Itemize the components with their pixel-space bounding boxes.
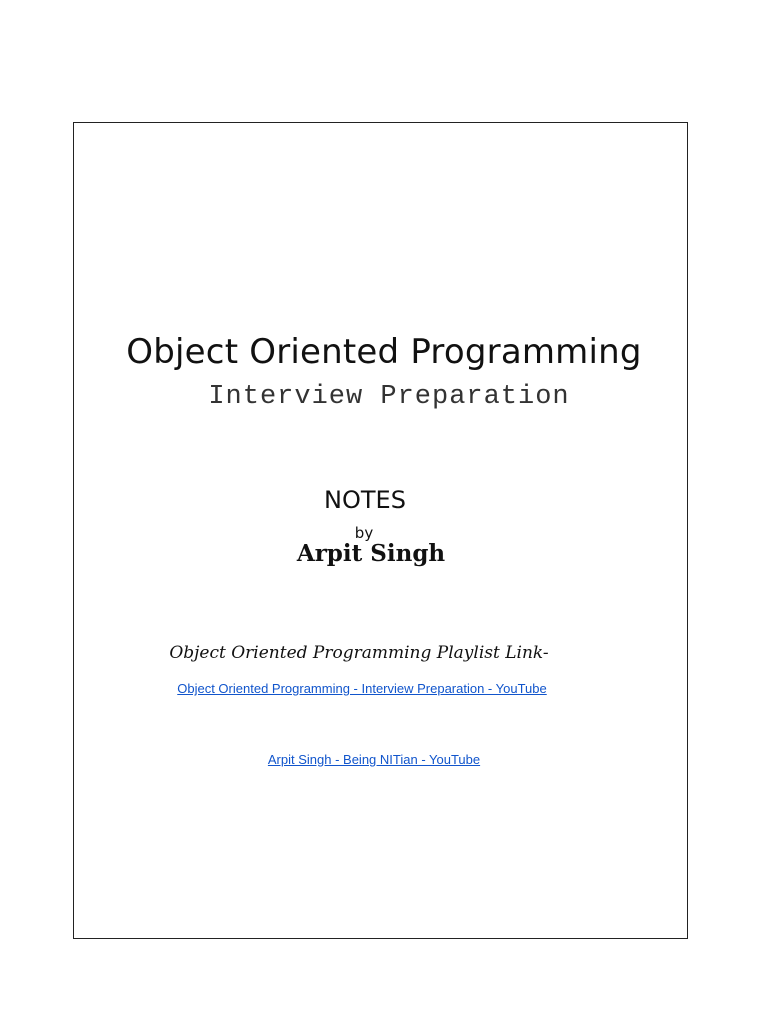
author-name: Arpit Singh <box>296 540 446 567</box>
document-title: Object Oriented Programming <box>126 332 642 372</box>
notes-label: NOTES <box>324 486 406 514</box>
playlist-link[interactable]: Object Oriented Programming - Interview Preparation - YouTube <box>177 681 547 696</box>
channel-link[interactable]: Arpit Singh - Being NITian - YouTube <box>267 752 481 767</box>
by-label: by <box>354 524 374 542</box>
document-subtitle: Interview Preparation <box>208 382 570 412</box>
playlist-heading: Object Oriented Programming Playlist Link- <box>169 643 549 663</box>
